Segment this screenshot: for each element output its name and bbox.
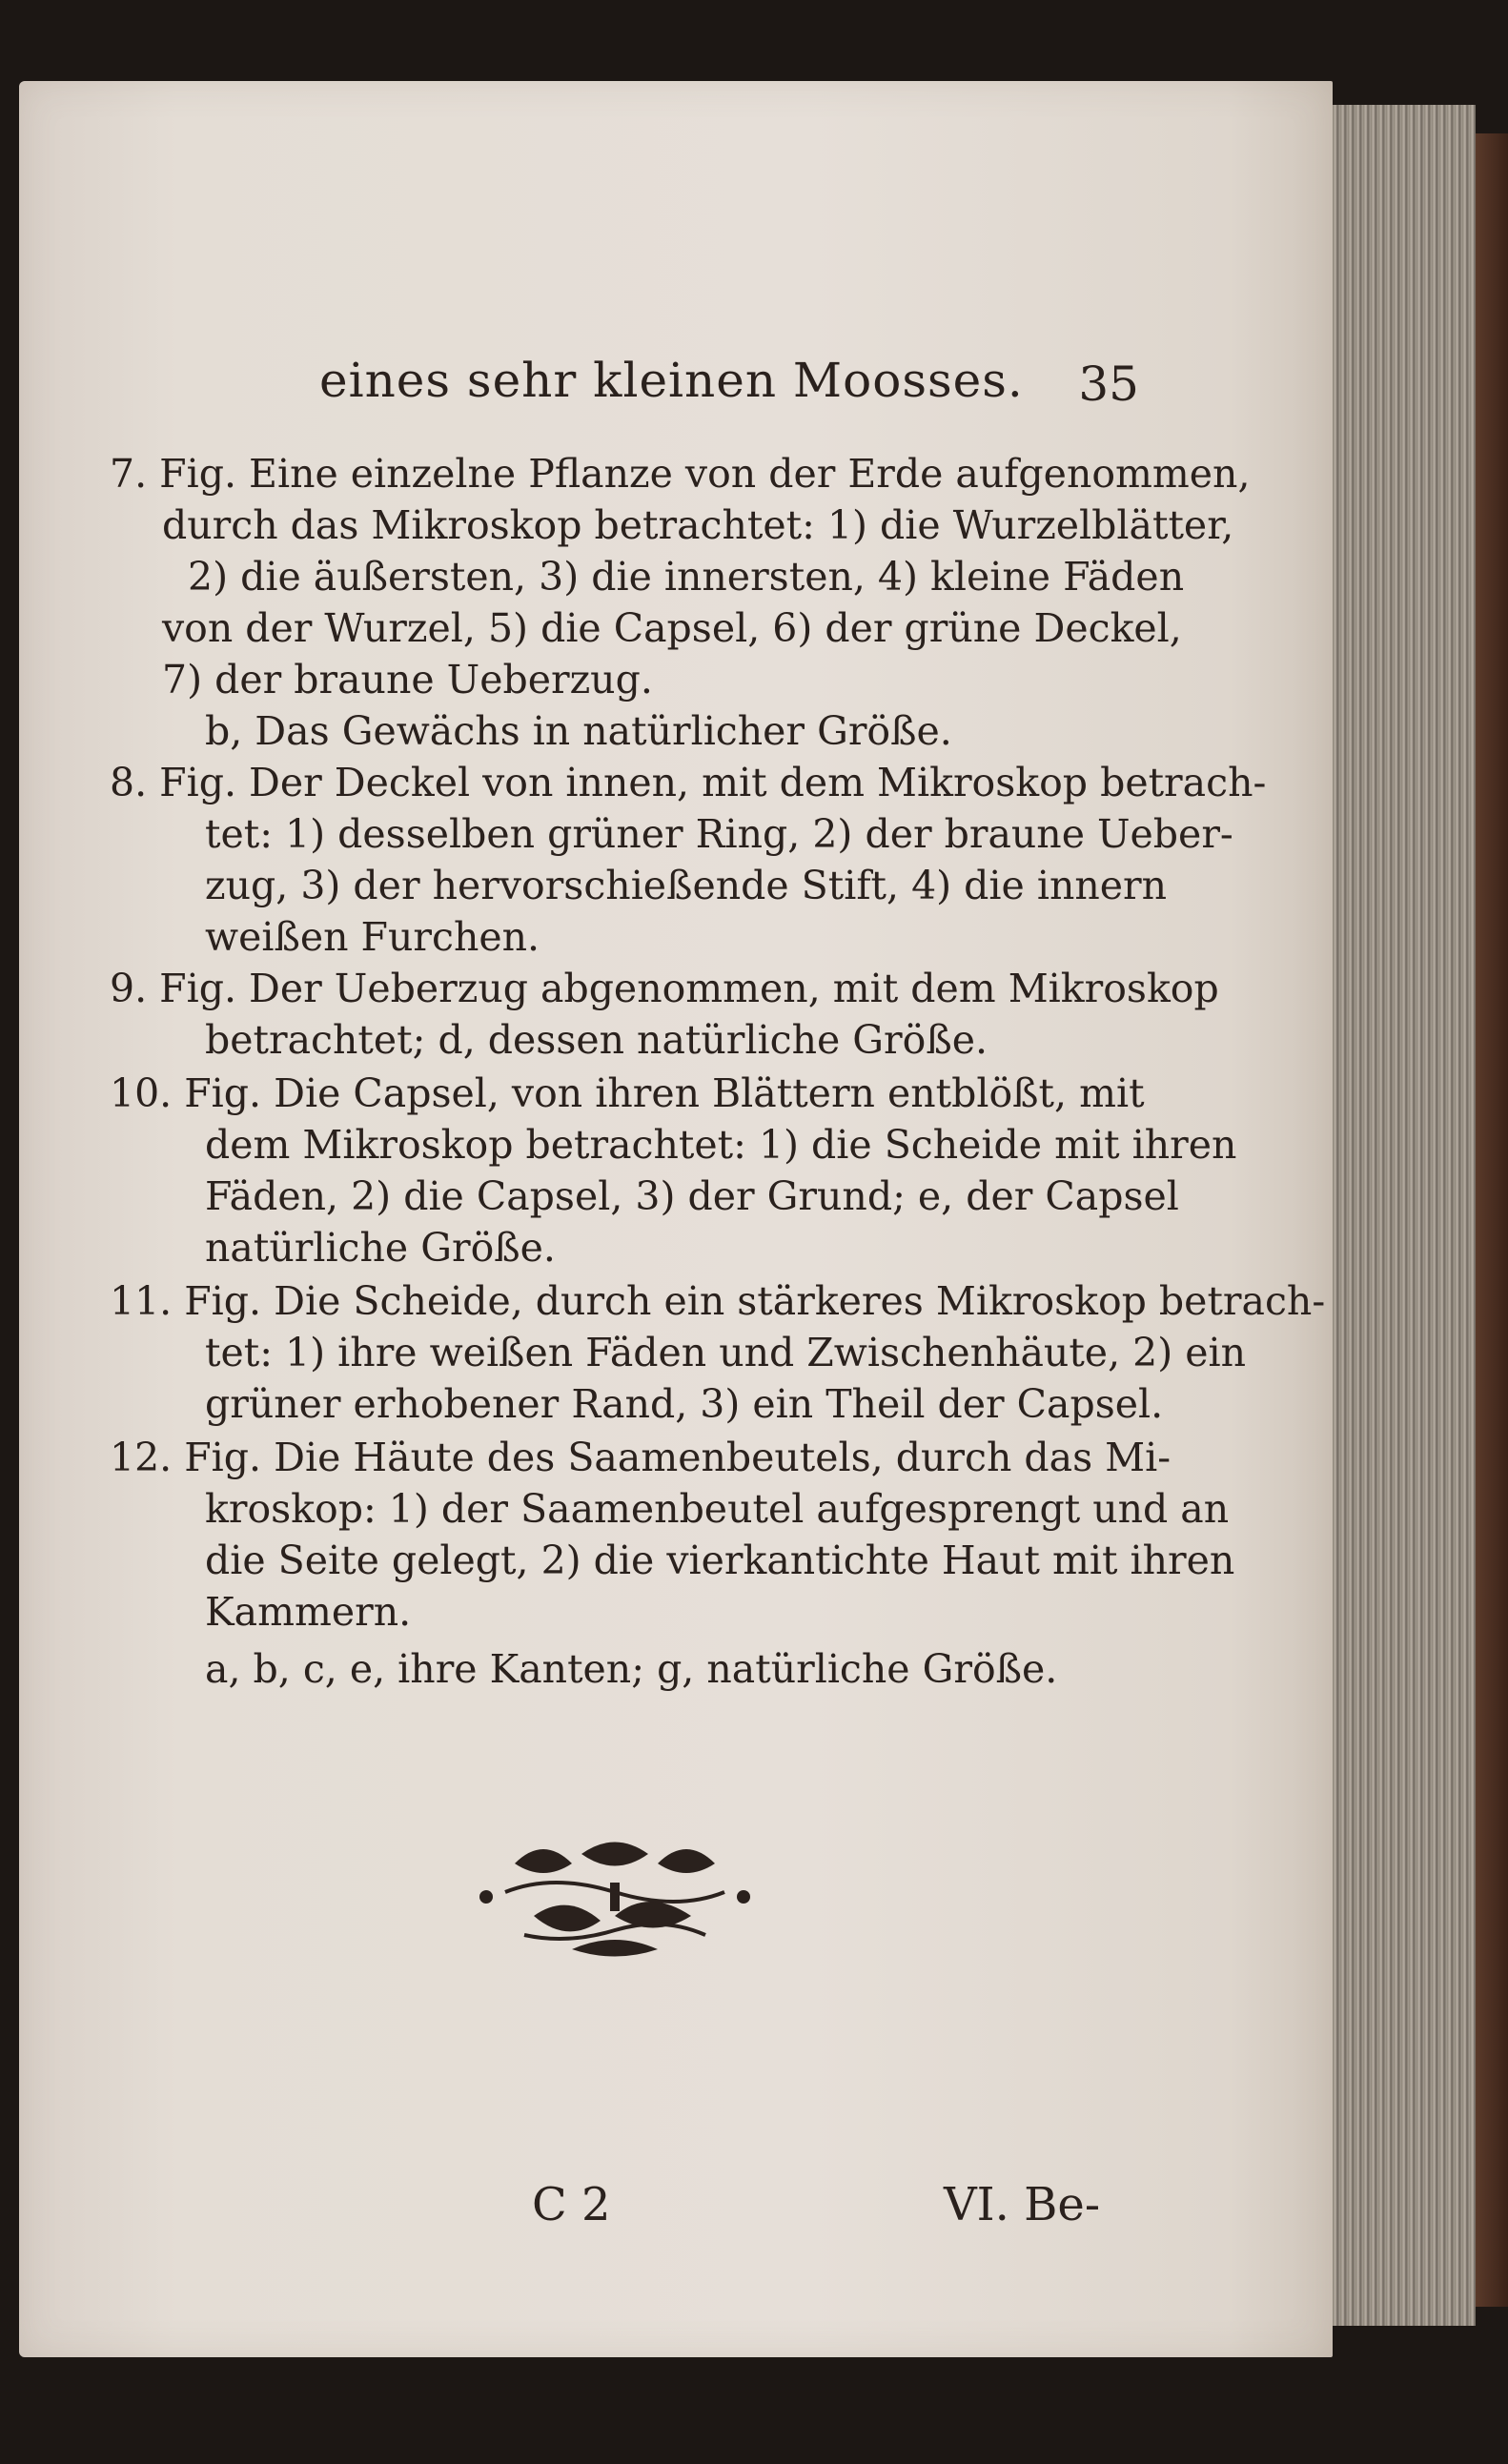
text-line: weißen Furchen. [205, 914, 540, 960]
text-line: dem Mikroskop betrachtet: 1) die Scheide mit ihren [205, 1122, 1237, 1168]
text-line: natürliche Größe. [205, 1225, 556, 1271]
text-line: tet: 1) desselben grüner Ring, 2) der braune Ueber- [205, 811, 1233, 857]
book-cover-edge [1476, 133, 1508, 2307]
text-line: a, b, c, e, ihre Kanten; g, natürliche Größe. [205, 1646, 1058, 1692]
text-line: die Seite gelegt, 2) die vierkantichte Haut mit ihren [205, 1537, 1235, 1583]
text-line: betrachtet; d, dessen natürliche Größe. [205, 1017, 988, 1063]
text-line: kroskop: 1) der Saamenbeutel aufgesprengt und an [205, 1486, 1230, 1532]
text-line: 2) die äußersten, 3) die innersten, 4) kleine Fäden [188, 554, 1185, 600]
text-line: 11. Fig. Die Scheide, durch ein stärkeres Mikroskop betrach- [110, 1278, 1326, 1324]
text-line: 7) der braune Ueberzug. [162, 657, 653, 703]
text-line: 10. Fig. Die Capsel, von ihren Blättern entblößt, mit [110, 1070, 1145, 1116]
running-title: eines sehr kleinen Moosses. [319, 353, 1024, 408]
text-line: 12. Fig. Die Häute des Saamenbeutels, durch das Mi- [110, 1435, 1172, 1480]
text-line: b, Das Gewächs in natürlicher Größe. [205, 708, 952, 754]
text-line: 9. Fig. Der Ueberzug abgenommen, mit dem Mikroskop [110, 966, 1219, 1011]
text-line: tet: 1) ihre weißen Fäden und Zwischenhäute, 2) ein [205, 1330, 1247, 1375]
text-line: Kammern. [205, 1589, 412, 1635]
text-line: durch das Mikroskop betrachtet: 1) die Wurzelblätter, [162, 502, 1234, 548]
page-number: 35 [1078, 356, 1139, 412]
text-line: Fäden, 2) die Capsel, 3) der Grund; e, der Capsel [205, 1173, 1179, 1219]
ornament-vignette-icon [477, 1825, 753, 1968]
running-header [319, 353, 1139, 419]
page-edges [1333, 105, 1476, 2326]
text-line: 7. Fig. Eine einzelne Pflanze von der Erde aufgenommen, [110, 451, 1251, 497]
text-line: 8. Fig. Der Deckel von innen, mit dem Mikroskop betrach- [110, 760, 1267, 805]
text-line: von der Wurzel, 5) die Capsel, 6) der grüne Deckel, [162, 605, 1182, 651]
text-line: zug, 3) der hervorschießende Stift, 4) die innern [205, 863, 1168, 908]
signature-mark: C 2 [532, 2178, 611, 2231]
catchword: VI. Be- [944, 2178, 1101, 2231]
text-line: grüner erhobener Rand, 3) ein Theil der Capsel. [205, 1381, 1164, 1427]
page [19, 81, 1333, 2357]
